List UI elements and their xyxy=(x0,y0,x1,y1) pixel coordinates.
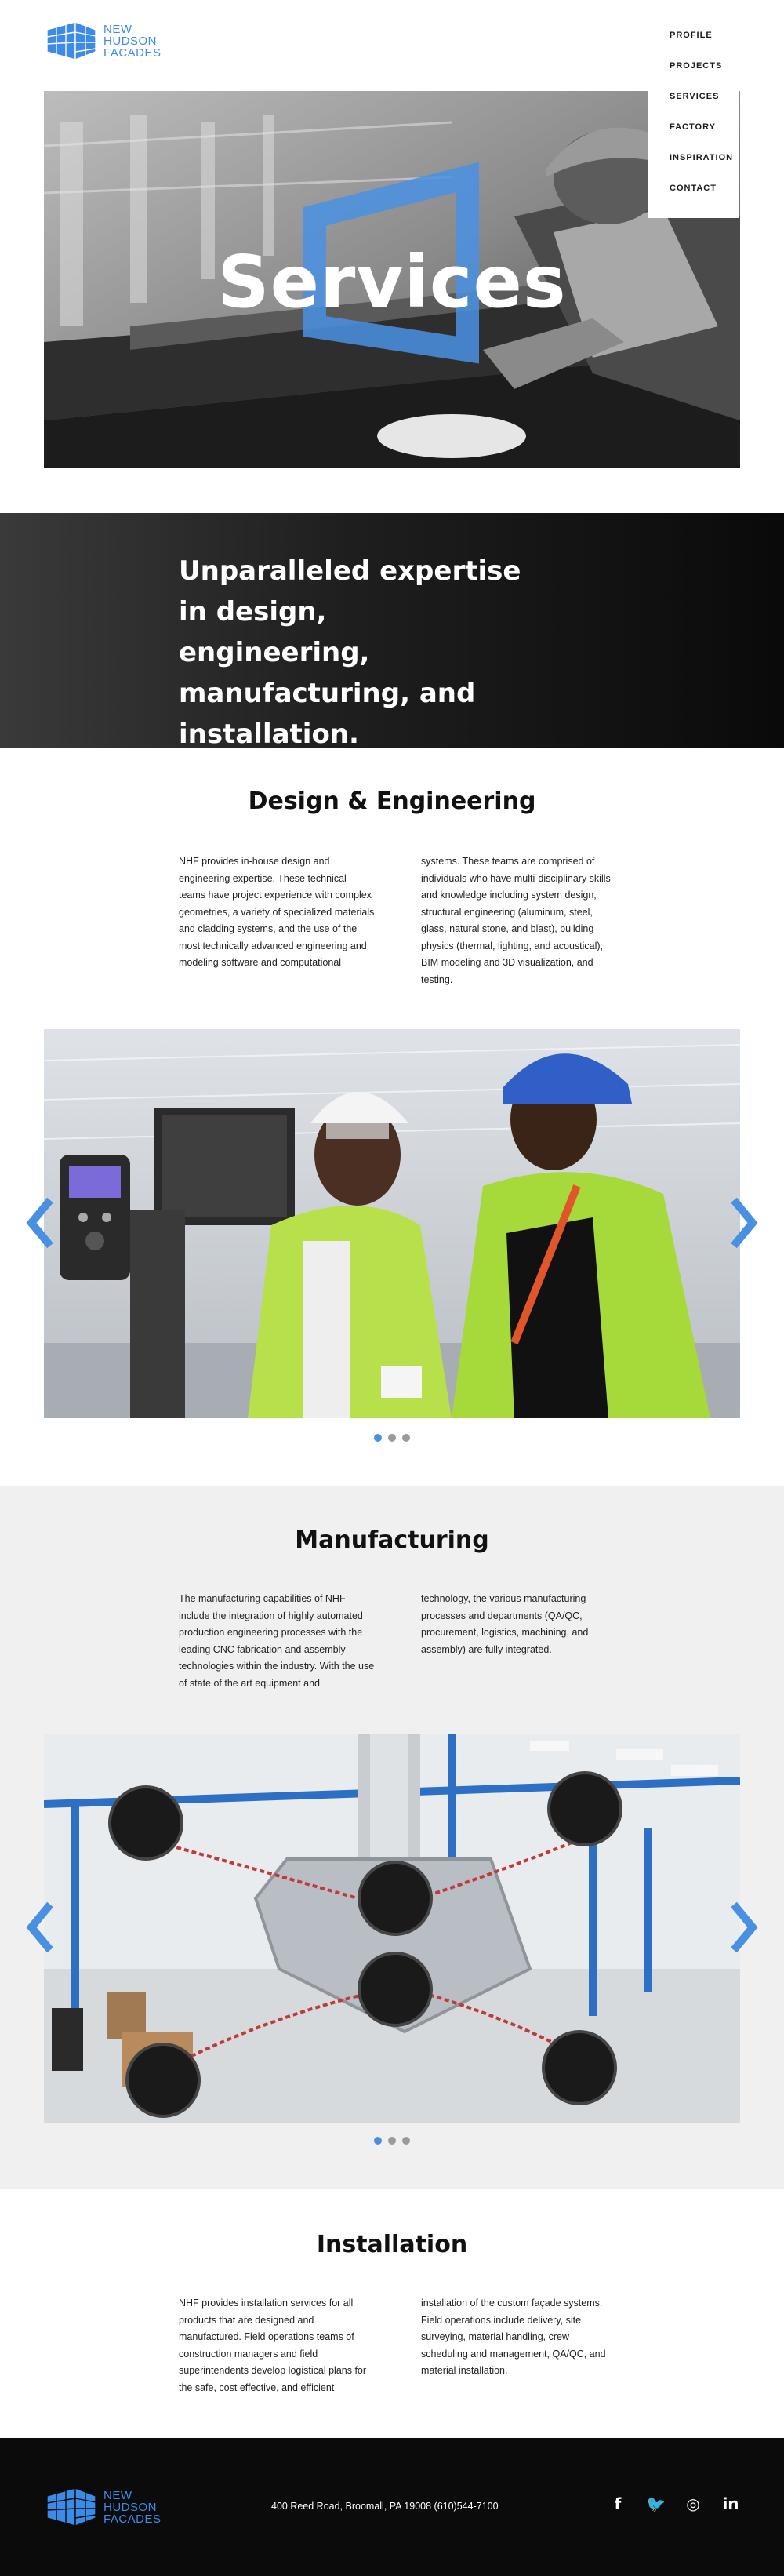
installation-text xyxy=(179,2295,618,2396)
slider-dot[interactable] xyxy=(402,2137,410,2145)
design-prev-arrow-icon[interactable] xyxy=(25,1195,56,1250)
logo-line-2: HUDSON xyxy=(103,34,158,48)
hero-title: Services xyxy=(217,240,567,324)
slider-dot[interactable] xyxy=(402,1434,410,1442)
nav-item-services[interactable]: SERVICES xyxy=(670,92,720,101)
slider-dot[interactable] xyxy=(374,1434,382,1442)
manufacturing-text xyxy=(179,1591,618,1692)
tagline-text: Unparalleled expertise in design, engineering, manufacturing, and installation. xyxy=(179,555,521,750)
design-text-col-1: NHF provides in-house design and engineering expertise. These technical teams have project experience with complex geometries, a variety of specialized materials and cladding systems, and the use of the most technically advanced engineering and modeling software and computational xyxy=(179,856,375,968)
facebook-icon[interactable]: f xyxy=(614,2494,622,2513)
manufacturing-text-col-1: The manufacturing capabilities of NHF include the integration of highly automated production engineering processes with the leading CNC fabrication and assembly technologies within the industry. With the use of state of the art equipment and xyxy=(179,1593,375,1689)
nav-item-factory[interactable]: FACTORY xyxy=(670,122,716,132)
footer-logo-line-1: NEW xyxy=(103,2488,132,2502)
twitter-icon[interactable]: 🐦 xyxy=(646,2494,666,2513)
logo-mark-icon xyxy=(44,19,99,63)
footer-logo-mark-icon xyxy=(44,2485,99,2529)
installation-text-col-2: installation of the custom façade systems. Field operations include delivery, site surveying, material handling, crew scheduling and management, QA/QC, and material installation. xyxy=(421,2298,606,2376)
design-next-arrow-icon[interactable] xyxy=(728,1195,759,1250)
installation-section-title: Installation xyxy=(316,2231,468,2258)
tagline-band xyxy=(0,513,784,748)
nav-item-projects[interactable]: PROJECTS xyxy=(670,61,723,71)
nav-item-contact[interactable]: CONTACT xyxy=(670,184,717,193)
nav-item-inspiration[interactable]: INSPIRATION xyxy=(670,153,734,162)
logo-line-1: NEW xyxy=(103,22,132,36)
manufacturing-slider[interactable] xyxy=(44,1734,740,2123)
manufacturing-slide-image xyxy=(44,1734,740,2123)
design-slider[interactable] xyxy=(44,1029,740,1418)
footer-address: 400 Reed Road, Broomall, PA 19008 (610)544-7100 xyxy=(271,2501,499,2512)
design-text xyxy=(179,853,618,988)
footer-logo-line-2: HUDSON xyxy=(103,2500,158,2514)
brand-logo[interactable] xyxy=(44,19,162,63)
linkedin-icon[interactable]: in xyxy=(722,2494,739,2513)
main-nav xyxy=(648,16,739,218)
manufacturing-next-arrow-icon[interactable] xyxy=(728,1900,759,1955)
social-links xyxy=(608,2494,740,2513)
manufacturing-section-title: Manufacturing xyxy=(295,1526,489,1554)
manufacturing-slider-dots xyxy=(0,2137,784,2145)
instagram-icon[interactable]: ◎ xyxy=(686,2494,700,2513)
installation-text-col-1: NHF provides installation services for all products that are designed and manufactured. Field operations teams of construction managers and field superintendents develop logistical plans for the safe, cost effective, and efficient xyxy=(179,2298,367,2393)
manufacturing-text-col-2: technology, the various manufacturing processes and departments (QA/QC, procurement, logistics, machining, and assembly) are fully integrated. xyxy=(421,1593,589,1655)
design-text-col-2: systems. These teams are comprised of individuals who have multi-disciplinary skills and knowledge including system design, structural engineering (aluminum, steel, glass, natural stone, and blast), building physics (thermal, lighting, and acoustical), BIM modeling and 3D visualization, and testing. xyxy=(421,856,611,985)
slider-dot[interactable] xyxy=(388,2137,396,2145)
hero-banner xyxy=(44,91,740,468)
design-section-title: Design & Engineering xyxy=(248,788,536,815)
manufacturing-prev-arrow-icon[interactable] xyxy=(25,1900,56,1955)
logo-line-3: FACADES xyxy=(103,45,162,60)
footer-logo-line-3: FACADES xyxy=(103,2512,162,2526)
design-slide-image xyxy=(44,1029,740,1418)
footer-logo[interactable] xyxy=(44,2485,162,2529)
nav-item-profile[interactable]: PROFILE xyxy=(670,31,713,40)
design-slider-dots xyxy=(0,1434,784,1442)
slider-dot[interactable] xyxy=(388,1434,396,1442)
site-footer xyxy=(0,2438,784,2576)
slider-dot[interactable] xyxy=(374,2137,382,2145)
